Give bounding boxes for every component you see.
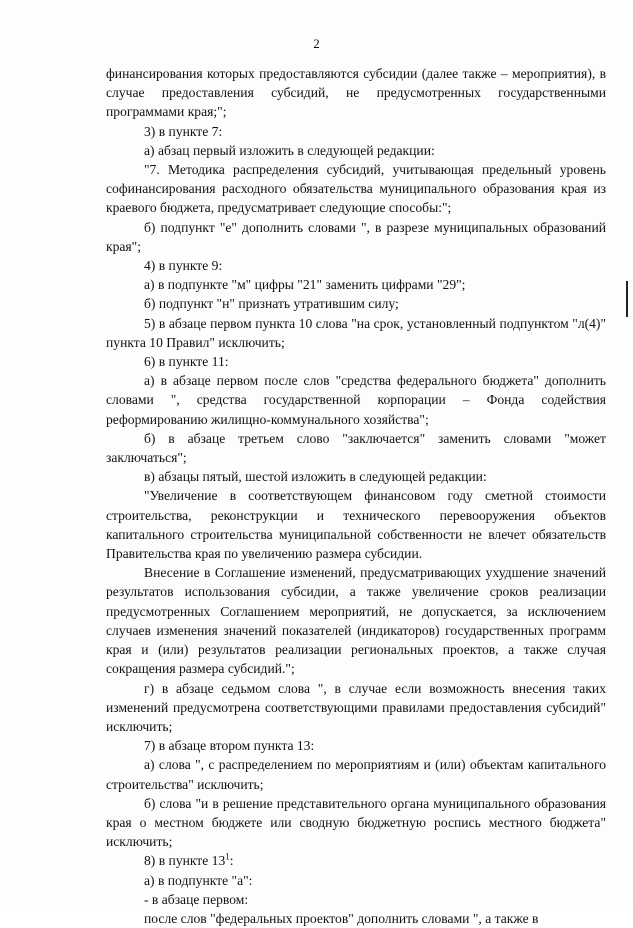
- paragraph-7: а) в подпункте "м" цифры "21" заменить цифрами "29";: [144, 277, 466, 293]
- paragraph-12: б) в абзаце третьем слово "заключается" заменить словами "может заключаться";: [106, 430, 606, 466]
- superscript-number: 1: [225, 851, 230, 862]
- paragraph-1: финансирования которых предоставляются субсидии (далее также – мероприятия), в случае предоставления субсидий, не предусмотренных государственными программами края;";: [106, 66, 606, 120]
- paragraph-15: Внесение в Соглашение изменений, предусматривающих ухудшение значений результатов использования субсидии, а также увеличение сроков реализации предусмотренных Соглашением мероприятий, не допускается, за исключением случаев изменения значений показателей (индикаторов) государственных программ края и (или) результатов реализации региональных проектов, а также случая сокращения размера субсидий.";: [106, 565, 606, 677]
- paragraph-4: "7. Методика распределения субсидий, учитывающая предельный уровень софинансирования расходного обязательства муниципального образования края из краевого бюджета, предусматривает следующие способы:";: [106, 162, 606, 216]
- paragraph-19: б) слова "и в решение представительного органа муниципального образования края о местном бюджете или сводную бюджетную роспись местного бюджета" исключить;: [106, 795, 606, 850]
- scan-margin-mark: [626, 281, 628, 317]
- paragraph-14: "Увеличение в соответствующем финансовом году сметной стоимости строительства, реконструкции и технического перевооружения объектов капитального строительства муниципальной собственности не влечет обязательств Правительства края по увеличению размера субсидии.: [106, 488, 606, 562]
- paragraph-18: а) слова ", с распределением по мероприятиям и (или) объектам капитального строительства" исключить;: [106, 757, 606, 792]
- paragraph-5: б) подпункт "е" дополнить словами ", в разрезе муниципальных образований края";: [106, 219, 606, 254]
- page-number: 2: [313, 36, 320, 51]
- paragraph-17: 7) в абзаце втором пункта 13:: [144, 738, 315, 754]
- paragraph-20-suffix: :: [229, 853, 234, 869]
- paragraph-10: 6) в пункте 11:: [144, 354, 229, 370]
- paragraph-20-text: 8) в пункте 13: [144, 853, 226, 869]
- document-body: [106, 64, 606, 928]
- paragraph-9: 5) в абзаце первом пункта 10 слова "на срок, установленный подпунктом "л(4)" пункта 10 Правил" исключить;: [106, 315, 606, 350]
- paragraph-13: в) абзацы пятый, шестой изложить в следующей редакции:: [144, 469, 487, 485]
- paragraph-3: а) абзац первый изложить в следующей редакции:: [144, 142, 435, 158]
- paragraph-21: а) в подпункте "а":: [144, 872, 253, 888]
- paragraph-16: г) в абзаце седьмом слова ", в случае если возможность внесения таких изменений предусмотрена соответствующими правилами предоставления субсидий" исключить;: [106, 680, 606, 734]
- paragraph-11: а) в абзаце первом после слов "средства федерального бюджета" дополнить словами ", средства государственной корпорации – Фонда содействия реформированию жилищно-коммунального хозяйства";: [106, 373, 606, 427]
- paragraph-20: [106, 851, 606, 870]
- paragraph-22: - в абзаце первом:: [144, 891, 249, 907]
- paragraph-2: 3) в пункте 7:: [144, 123, 223, 139]
- paragraph-8: б) подпункт "н" признать утратившим силу;: [144, 296, 399, 312]
- paragraph-23: после слов "федеральных проектов" дополнить словами ", а также в: [144, 910, 539, 926]
- paragraph-6: 4) в пункте 9:: [144, 258, 223, 274]
